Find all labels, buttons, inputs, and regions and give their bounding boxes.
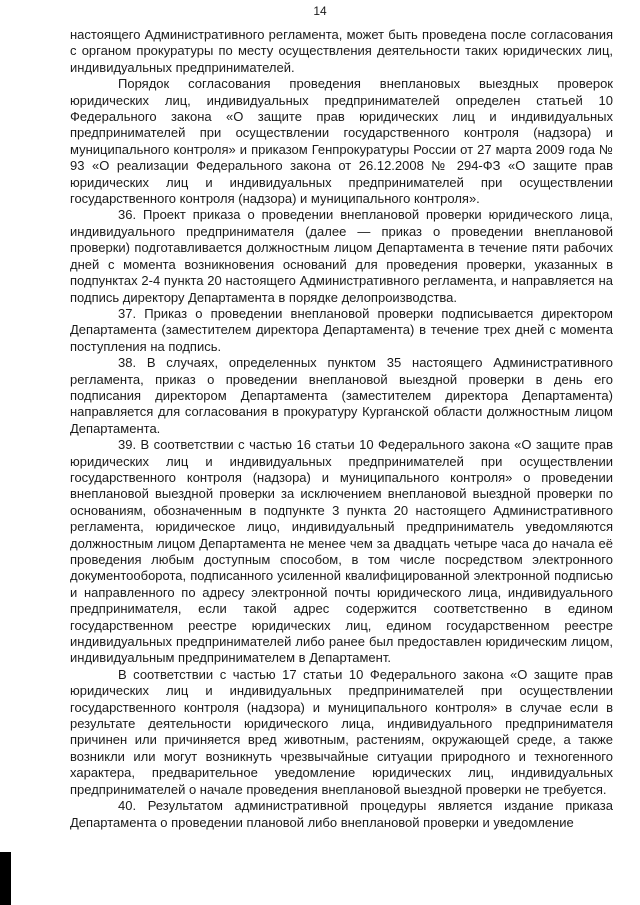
paragraph-40: 40. Результатом административной процедуры является издание приказа Департамента о проведении плановой либо внеплановой проверки и уведомление (70, 798, 613, 830)
paragraph-39-part-17: В соответствии с частью 17 статьи 10 Федерального закона «О защите прав юридических лиц и индивидуальных предпринимателей при осуществлении государственного контроля (надзора) и муниципального контроля» в случае если в результате деятельности юридического лица, индивидуального предпринимателя причинен или причиняется вред животным, растениям, окружающей среде, а также возникли или могут возникнуть чрезвычайные ситуации природного и техногенного характера, предварительное уведомление юридических лиц, индивидуальных предпринимателей о начале проведения внеплановой выездной проверки не требуется. (70, 666, 613, 797)
paragraph-38: 38. В случаях, определенных пунктом 35 настоящего Административного регламента, приказ о проведении внеплановой выездной проверки в день его подписания директором Департамента (заместителем директора Департамента) направляется для согласования в прокуратуру Курганской области должностным лицом Департамента. (70, 355, 613, 436)
scan-edge-mark (0, 852, 11, 905)
document-body (70, 27, 613, 831)
paragraph-continuation: настоящего Административного регламента, может быть проведена после согласования с органом прокуратуры по месту осуществления деятельности таких юридических лиц, индивидуальных предпринимателей. (70, 27, 613, 75)
paragraph-36: 36. Проект приказа о проведении внеплановой проверки юридического лица, индивидуального предпринимателя (далее — приказ о проведении внеплановой проверки) подготавливается должностным лицом Департамента в течение пяти рабочих дней с момента возникновения оснований для проведения проверки, указанных в подпунктах 2-4 пункта 20 настоящего Административного регламента, и направляется на подпись директору Департамента в порядке делопроизводства. (70, 207, 613, 305)
page-number: 14 (313, 4, 327, 18)
paragraph-approval-procedure: Порядок согласования проведения внеплановых выездных проверок юридических лиц, индивидуальных предпринимателей определен статьей 10 Федерального закона «О защите прав юридических лиц и индивидуальных предпринимателей при осуществлении государственного контроля (надзора) и муниципального контроля» и приказом Генпрокуратуры России от 27 марта 2009 года № 93 «О реализации Федерального закона от 26.12.2008 № 294-ФЗ «О защите прав юридических лиц и индивидуальных предпринимателей при осуществлении государственного контроля (надзора) и муниципального контроля». (70, 76, 613, 207)
paragraph-39: 39. В соответствии с частью 16 статьи 10 Федерального закона «О защите прав юридических лиц и индивидуальных предпринимателей при осуществлении государственного контроля (надзора) и муниципального контроля» о проведении внеплановой выездной проверки за исключением внеплановой выездной проверки по основаниям, обозначенным в подпункте 3 пункта 20 настоящего Административного регламента, юридическое лицо, индивидуальный предприниматель уведомляются должностным лицом Департамента не менее чем за двадцать четыре часа до начала её проведения любым доступным способом, в том числе посредством электронного документооборота, подписанного усиленной квалифицированной электронной подписью и направленного по адресу электронной почты юридического лица, индивидуального предпринимателя, если такой адрес содержится соответственно в едином государственном реестре юридических лиц, едином государственном реестре индивидуальных предпринимателей либо ранее был предоставлен юридическим лицом, индивидуальным предпринимателем в Департамент. (70, 437, 613, 666)
paragraph-37: 37. Приказ о проведении внеплановой проверки подписывается директором Департамента (заместителем директора Департамента) в течение трех дней с момента поступления на подпись. (70, 305, 613, 354)
